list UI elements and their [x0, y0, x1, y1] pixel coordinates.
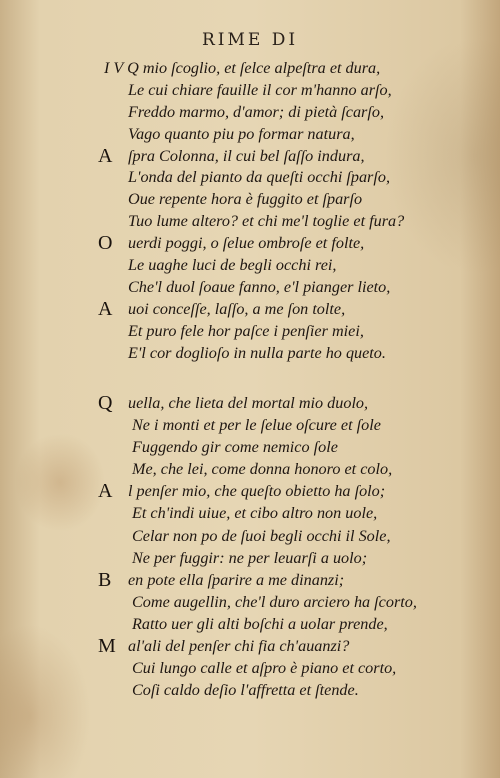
- verse-line: Tuo lume altero? et chi me'l toglie et fura?: [128, 212, 405, 231]
- verse-line: Cui lungo calle et aſpro è piano et corto,: [132, 659, 397, 678]
- verse-line: Et puro fele hor paſce i penſier miei,: [128, 321, 364, 340]
- initial-capital: M: [98, 635, 116, 658]
- verse-line: E'l cor doglioſo in nulla parte ho queto.: [128, 343, 386, 362]
- verse-line: L'onda del pianto da queſti occhi ſparſo,: [128, 168, 390, 187]
- verse-line: Oue repente hora è fuggito et ſparſo: [128, 190, 363, 209]
- initial-capital: A: [98, 144, 113, 167]
- initial-capital: O: [98, 232, 113, 255]
- verse-line: Le uaghe luci de begli occhi rei,: [128, 256, 337, 275]
- verse-line: Freddo marmo, d'amor; di pietà ſcarſo,: [128, 102, 384, 121]
- initial-capital: B: [98, 568, 112, 591]
- verse-line: Ratto uer gli alti boſchi a uolar prende,: [132, 614, 388, 633]
- verse-line: Le cui chiare fauille il cor m'hanno arſo,: [128, 80, 392, 99]
- verse-line: A l penſer mio, che queſto obietto ha ſolo;: [98, 480, 386, 503]
- verse-line: Ne i monti et per le ſelue oſcure et ſole: [132, 416, 381, 435]
- initial-capital: A: [98, 297, 113, 320]
- verse-line: Me, che lei, come donna honoro et colo,: [132, 460, 393, 479]
- verse-line: I V Q mio ſcoglio, et ſelce alpeſtra et dura,: [104, 59, 381, 77]
- sonnet-1: [98, 58, 464, 364]
- verse-line: O uerdi poggi, o ſelue ombroſe et folte,: [98, 232, 365, 255]
- verse-line: A ſpra Colonna, il cui bel ſaſſo indura,: [98, 144, 365, 167]
- page-header: RIME DI: [201, 30, 299, 50]
- verse-line: Come augellin, che'l duro arciero ha ſcorto,: [132, 592, 417, 611]
- verse-line: B en pote ella ſparire a me dinanzi;: [98, 568, 345, 591]
- verse-line: Che'l duol ſoaue fanno, e'l pianger lieto,: [128, 277, 391, 296]
- verse-line: Coſi caldo deſio l'affretta et ſtende.: [132, 681, 359, 700]
- verse-line: Vago quanto piu po formar natura,: [128, 124, 355, 143]
- verse-line: Et ch'indi uiue, et cibo altro non uole,: [132, 504, 378, 523]
- sonnet-2: [98, 392, 464, 701]
- initial-capital: A: [98, 480, 113, 503]
- verse-line: Celar non po de ſuoi begli occhi il Sole,: [132, 526, 391, 545]
- verse-line: A uoi conceſſe, laſſo, a me ſon tolte,: [98, 297, 346, 320]
- verse-line: Ne per fuggir: ne per leuarſi a uolo;: [132, 548, 368, 567]
- verse-line: Q uella, che lieta del mortal mio duolo,: [98, 392, 369, 414]
- initial-capital: Q: [98, 392, 113, 414]
- verse-line: M al'ali del penſer chi fia ch'auanzi?: [98, 635, 350, 658]
- verse-line: Fuggendo gir come nemico ſole: [132, 438, 338, 457]
